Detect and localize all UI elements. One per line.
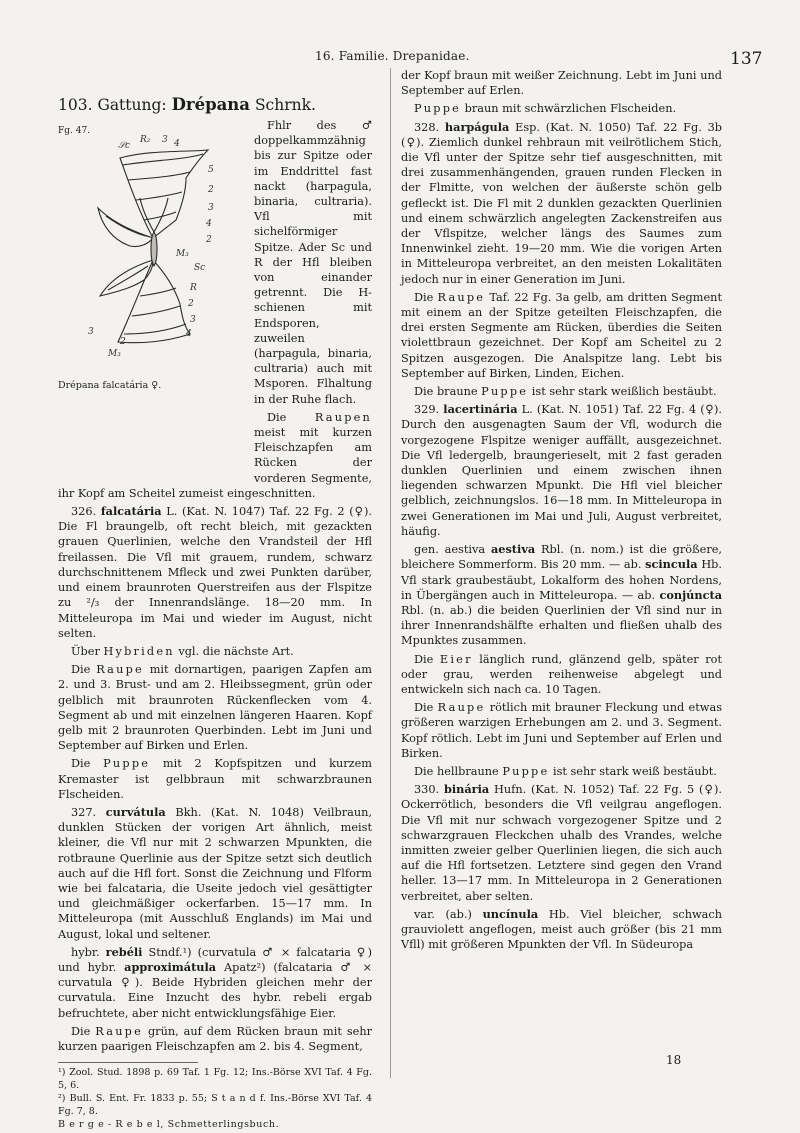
- puppe-text: braun mit schwärzlichen Flscheiden.: [464, 102, 677, 116]
- raupe-text: mit dornartigen, paarigen Zapfen am 2. und 3. Brust- und am 2. Hleibssegment, grün oder gelblich mit braunroten Rückenflecken vom 4. Segment ab und mit einzelnen längeren Haaren. Kopf gelb mit 2 braunroten Querbinden. Lebt im Juni und September auf Birken und Erlen.: [58, 663, 372, 753]
- svg-text:3: 3: [208, 203, 214, 213]
- paragraph-hybrids: [58, 945, 372, 1021]
- eier-prefix: Die: [414, 652, 434, 666]
- paragraph-var: [401, 907, 722, 953]
- paragraph-raupe-2: [58, 1024, 372, 1054]
- page-number: 137: [730, 49, 763, 69]
- paragraph-puppe: [401, 101, 722, 116]
- puppe-term: Puppe: [414, 102, 462, 116]
- paragraph-genus: Fhlr des ♂ doppelkammzähnig bis zur Spitze oder im Enddrittel fast nackt (harpagula, binaria, cultraria). Vfl mit sichelförmiger Spitze. Ader Sc und R der Hfl bleiben von einander getrennt. Die H-schienen mit Endsporen, zuweilen (harpagula, binaria, cultraria) auch mit Msporen. Flhaltung in der Ruhe flach.: [254, 119, 372, 406]
- footnote-2: ²) Bull. S. Ent. Fr. 1833 p. 55; S t a n d f. Ins.-Börse XVI Taf. 4 Fg. 7, 8.: [58, 1093, 372, 1117]
- eier-term: Eier: [439, 652, 473, 666]
- svg-text:M₃: M₃: [176, 249, 189, 259]
- svg-text:3: 3: [162, 135, 168, 145]
- raupe-term: Raupe: [96, 663, 144, 677]
- svg-text:R: R: [190, 283, 197, 293]
- var-text: Hb. Viel bleicher, schwach grauviolett angeflogen, meist auch größer (bis 21 mm Vfll) mit größeren Mpunkten der Vfl. In Südeuropa: [401, 907, 723, 952]
- paragraph-hybriden: [58, 644, 372, 659]
- species-text: L. (Kat. N. 1047) Taf. 22 Fg. 2 (♀). Die Fl braungelb, oft recht bleich, mit gezackten grauen Querlinien, welche den Vrandsteil der Hfl freilassen. Die Vfl mit grauem, rundem, schwarz durchschnittenem Mfleck und zwei Punkten darüber, und einem braunroten Querstreifen aus der Flspitze zu ²/₃ der Innenrandslänge. 18—20 mm. In Mitteleuropa im Mai und wieder im August, nicht selten.: [58, 505, 372, 640]
- footnote-rule: [58, 1062, 198, 1063]
- puppe-term: Puppe: [481, 385, 529, 399]
- raupe-term: Raupe: [95, 1024, 143, 1038]
- running-title: 16. Familie. Drepanidae.: [315, 49, 470, 63]
- hybriden-term: Hybriden: [103, 644, 175, 658]
- raupen-term: Raupen: [314, 410, 372, 424]
- hybrid-name-rebeli: rebéli: [105, 944, 143, 959]
- puppe-term: Puppe: [103, 757, 151, 771]
- svg-text:4: 4: [174, 139, 180, 149]
- paragraph-forms: [401, 542, 722, 648]
- puppe-text: ist sehr stark weiß bestäubt.: [552, 764, 717, 778]
- hybr-prefix: hybr.: [71, 945, 100, 959]
- raupe-term: Raupe: [437, 701, 486, 715]
- species-name: falcatária: [100, 504, 162, 519]
- eier-text: länglich rund, glänzend gelb, später rot oder grau, werden reihenweise abgelegt und entwickeln sich nach ca. 10 Tagen.: [401, 652, 722, 696]
- form-name-aestiva: aestiva: [490, 542, 536, 557]
- paragraph-eier: [401, 652, 722, 698]
- svg-text:2: 2: [208, 185, 214, 195]
- paragraph-raupe: [401, 290, 722, 381]
- species-text: Bkh. (Kat. N. 1048) Veilbraun, dunklen Stücken der vorigen Art ähnlich, meist kleiner, die Vfl nur mit 2 schwarzen Mpunkten, die rotbraune Querlinie aus der Spitze setzt sich deutlich auch auf die Hfl fort. Sonst die Zeichnung und Flform wie bei falcataria, die Useite jedoch viel gesättigter und gleichmäßiger ockerfarben. 15—17 mm. In Mitteleuropa (mit Ausschluß Englands) im Mai und August, lokal und seltener.: [58, 805, 373, 941]
- svg-text:3: 3: [190, 315, 196, 325]
- gen-text-3: Rbl. (n. ab.) die beiden Querlinien der Vfl sind nur in ihrer Innenrandshälfte erhalten und fließen uhalb des Mpunktes zusammen.: [401, 603, 722, 648]
- species-text: L. (Kat. N. 1051) Taf. 22 Fg. 4 (♀). Durch den ausgenagten Saum der Vfl, wodurch die vorgezogene Flspitze weniger auffällt, ausgezeichnet. Die Vfl ledergelb, braungerieselt, mit 2 fast geraden dunklen Querlinien und einem zwischen ihnen liegenden schwarzen Mpunkt. Die Hfl viel bleicher gelblich, zeichnungslos. 16—18 mm. In Mitteleuropa in zwei Generationen im Mai und Juli, August verbreitet, häufig.: [401, 403, 723, 538]
- running-head: [0, 41, 800, 69]
- puppe-prefix: Die hellbraune: [414, 764, 499, 778]
- moth-figure: [58, 120, 246, 476]
- puppe-text: ist sehr stark weißlich bestäubt.: [531, 385, 717, 399]
- species-327: [58, 805, 372, 942]
- raupe-text: Taf. 22 Fg. 3a gelb, am dritten Segment mit einem an der Spitze geteilten Fleischzapfen, die drei ersten Segmente am Rücken, überdies die Seiten violettbraun gezeichnet. Der Kopf am Scheitel zu 2 Spitzen ausgezogen. Die Analspitze lang. Lebt bis September auf Birken, Linden, Eichen.: [401, 290, 722, 380]
- species-number: 326.: [71, 505, 97, 519]
- footnotes: [58, 1062, 372, 1132]
- species-text: Hufn. (Kat. N. 1052) Taf. 22 Fg. 5 (♀). Ockerrötlich, besonders die Vfl veilgrau angeflogen. Die Vfl mit nur schwach vorgezogener Spitze und 2 schwarzgrauen Fleckchen uhalb des Vrandes, welche inmitten zweier gelber Querlinien liegen, die sich auch auf die Hfl fortsetzen. Letztere sind gegen den Vrand heller. 13—17 mm. In Mitteleuropa in 2 Generationen verbreitet, aber selten.: [401, 783, 722, 903]
- paragraph-raupe: [58, 662, 372, 753]
- hybr-text-1: Stndf.¹) (curvatula ♂ × falcataria ♀) und hybr.: [58, 945, 372, 974]
- left-column: [58, 95, 372, 1133]
- species-text: Esp. (Kat. N. 1050) Taf. 22 Fg. 3b (♀). Ziemlich dunkel rehbraun mit veilrötlichem Stich, die Vfl unter der Spitze sehr tief ausgeschnitten, mit drei zusammenhängenden, grauen runden Flecken in der Flmitte, von welchen der äußerste schön gelb gefleckt ist. Die Fl mit 2 dunklen gezackten Querlinien und einem schwärzlich angelegten Zackenstreifen aus der Vflspitze, welcher längs des Saumes zum Innenwinkel zieht. 19—20 mm. Wie die vorigen Arten in Mitteleuropa verbreitet, an den meisten Lokalitäten jedoch nur in einer Generation im Juni.: [401, 120, 723, 286]
- footnote-1: ¹) Zool. Stud. 1898 p. 69 Taf. 1 Fg. 12; Ins.-Börse XVI Taf. 4 Fg. 5, 6.: [58, 1067, 372, 1091]
- raupe-text: rötlich mit brauner Fleckung und etwas größeren warzigen Erhebungen am 2. und 3. Segment. Kopf rötlich. Lebt im Juni und September auf Erlen und Birken.: [401, 701, 722, 760]
- raupe-text: grün, auf dem Rücken braun mit sehr kurzen paarigen Fleischzapfen am 2. bis 4. Segment,: [58, 1024, 372, 1053]
- paragraph-braune-puppe: [401, 384, 722, 399]
- svg-text:𝒮c: 𝒮c: [118, 141, 131, 151]
- species-number: 328.: [414, 120, 440, 134]
- species-329: [401, 402, 722, 539]
- right-column: [401, 68, 722, 955]
- raupen-text: meist mit kurzen Fleischzapfen am Rücken der vorderen Segmente, ihr Kopf am Scheitel zumeist eingeschnitten.: [58, 426, 372, 500]
- species-328: [401, 120, 722, 287]
- gen-text-1: Rbl. (n. nom.) ist die größere, bleichere Sommerform. Bis 20 mm. — ab.: [401, 543, 722, 572]
- species-name: lacertinária: [443, 402, 518, 417]
- form-name-scincula: scincula: [645, 557, 698, 572]
- raupe-term: Raupe: [437, 290, 486, 304]
- hybriden-text: vgl. die nächste Art.: [178, 644, 294, 658]
- moth-illustration: [58, 120, 246, 376]
- svg-text:4: 4: [186, 329, 192, 339]
- raupe-prefix: Die: [414, 701, 434, 715]
- svg-text:2: 2: [206, 235, 212, 245]
- svg-text:2: 2: [120, 337, 126, 347]
- svg-text:5: 5: [208, 165, 214, 175]
- hybriden-prefix: Über: [71, 644, 100, 658]
- species-number: 329.: [414, 403, 440, 417]
- svg-text:4: 4: [206, 219, 212, 229]
- figure-caption: Drépana falcatária ♀.: [58, 380, 162, 391]
- species-name: binária: [443, 782, 490, 797]
- paragraph-puppe: [58, 756, 372, 802]
- svg-text:2: 2: [188, 299, 194, 309]
- genus-heading-name: Drépana: [171, 95, 250, 114]
- column-divider: [390, 68, 391, 1078]
- svg-text:Sc: Sc: [194, 263, 206, 273]
- puppe-text: mit 2 Kopfspitzen und kurzem Kremaster ist gelbbraun mit schwarzbraunen Flscheiden.: [58, 757, 373, 801]
- species-326: [58, 504, 372, 641]
- figure-label: Fg. 47.: [58, 126, 91, 136]
- raupe-prefix: Die: [71, 663, 91, 677]
- paragraph-continuation: der Kopf braun mit weißer Zeichnung. Lebt im Juni und September auf Erlen.: [401, 69, 722, 98]
- raupen-prefix: Die: [267, 410, 287, 424]
- hybrid-name-approximatula: approximátula: [124, 959, 217, 974]
- puppe-prefix: Die: [71, 757, 91, 771]
- genus-heading: [58, 95, 372, 115]
- species-name: curvátula: [105, 804, 166, 819]
- paragraph-hellbraune-puppe: [401, 764, 722, 779]
- form-name-conjuncta: conjúncta: [659, 587, 723, 602]
- puppe-prefix: Die braune: [414, 385, 478, 399]
- raupe-prefix: Die: [71, 1024, 91, 1038]
- species-number: 330.: [414, 783, 440, 797]
- svg-text:3: 3: [88, 327, 94, 337]
- svg-text:M₃: M₃: [108, 349, 121, 359]
- gen-text-2: Hb. Vfl stark graubestäubt, Lokalform des hohen Nordens, in Übergängen auch in Mitteleuropa. — ab.: [401, 558, 723, 602]
- hybr-text-2: Apatz²) (falcataria ♂ × curvatula ♀). Beide Hybriden gleichen mehr der curvatula. Eine Inzucht des hybr. rebeli ergab befruchtete, aber nicht entwicklungsfähige Eier.: [58, 960, 373, 1020]
- genus-heading-author: Schrnk.: [254, 96, 316, 114]
- gen-prefix: gen. aestiva: [414, 543, 486, 557]
- species-330: [401, 782, 722, 904]
- var-name-uncinula: uncínula: [482, 906, 539, 921]
- publisher-line: B e r g e - R e b e l, Schmetterlingsbuch.: [58, 1119, 280, 1131]
- species-number: 327.: [71, 805, 97, 819]
- species-name: harpágula: [444, 119, 510, 134]
- raupe-prefix: Die: [414, 290, 434, 304]
- genus-heading-prefix: 103. Gattung:: [58, 96, 167, 114]
- paragraph-raupe-2: [401, 700, 722, 761]
- var-prefix: var. (ab.): [414, 907, 472, 921]
- puppe-term: Puppe: [502, 764, 550, 778]
- svg-text:R₂: R₂: [140, 135, 151, 145]
- signature-mark: 18: [666, 1053, 682, 1067]
